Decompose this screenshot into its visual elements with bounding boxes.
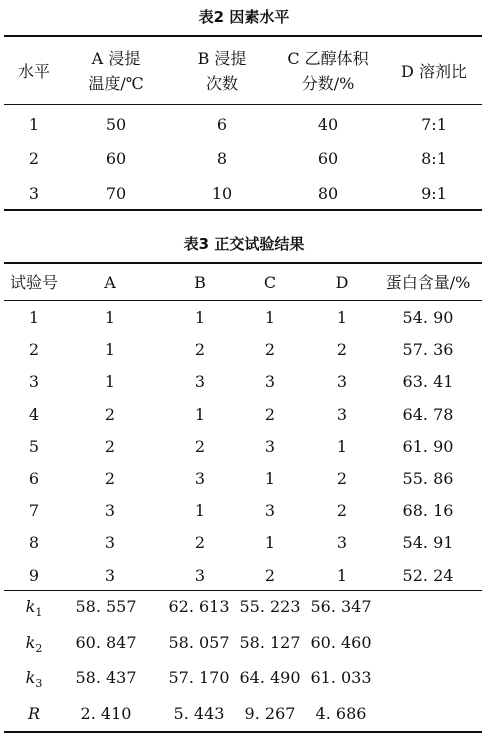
table3-cell: 7: [28, 501, 40, 520]
table3-cell: 1: [104, 372, 116, 391]
summary-label-sub: 2: [35, 642, 43, 656]
table3-cell: 1: [336, 308, 348, 327]
table2-cell: 6: [216, 115, 228, 134]
table2-caption: 表2 因素水平: [198, 8, 290, 26]
table2-header-cell: 次数: [205, 74, 238, 93]
table3-cell: 2: [336, 340, 348, 359]
table3-cell: 3: [336, 533, 348, 552]
table2-cell: 60: [317, 149, 339, 168]
table3-summary-cell: 55. 223: [239, 597, 301, 616]
table3-cell: 9: [28, 566, 40, 585]
table3-header-cell: C: [263, 273, 277, 292]
table3-cell: 1: [28, 308, 40, 327]
table3-cell: 3: [194, 469, 206, 488]
table3-cell: 2: [194, 340, 206, 359]
table3-summary-cell: 56. 347: [310, 597, 372, 616]
table3-summary-cell: 60. 460: [310, 633, 372, 652]
table3-cell: 8: [28, 533, 40, 552]
table2-cell: 40: [317, 115, 339, 134]
table3-cell: 2: [194, 533, 206, 552]
table3-cell: 4: [28, 405, 40, 424]
table2-header-cell: 分数/%: [301, 74, 355, 93]
table3-header-cell: B: [194, 273, 206, 292]
table3-cell: 68. 16: [402, 501, 454, 520]
table3-header-cell: 蛋白含量/%: [385, 273, 471, 292]
table3-summary-label: [14, 704, 54, 724]
summary-label-sub: 3: [35, 677, 43, 691]
table3-cell: 2: [104, 437, 116, 456]
table3-summary-cell: 60. 847: [75, 633, 137, 652]
table3-cell: 6: [28, 469, 40, 488]
table3-cell: 1: [104, 308, 116, 327]
table2-cell: 10: [211, 184, 233, 203]
table3-caption: 表3 正交试验结果: [183, 235, 305, 253]
table2-header-cell: A 浸提: [91, 49, 141, 68]
table3-header-cell: 试验号: [9, 273, 58, 292]
table3-cell: 2: [28, 340, 40, 359]
table3-bottom-rule: [4, 731, 482, 733]
table2-header-rule: [4, 104, 482, 105]
table2-cell: 50: [105, 115, 127, 134]
table2-cell: 9:1: [421, 184, 447, 203]
table3-summary-rule: [4, 590, 482, 591]
table3-summary-cell: 5. 443: [173, 704, 225, 723]
table3-header-rule: [4, 300, 482, 301]
table2-cell: 8:1: [421, 149, 447, 168]
summary-label-main: R: [27, 704, 41, 723]
table3-cell: 1: [264, 308, 276, 327]
table2-header-cell: C 乙醇体积: [287, 49, 369, 68]
table3-cell: 3: [336, 405, 348, 424]
table3-cell: 54. 90: [402, 308, 454, 327]
table3-cell: 3: [264, 501, 276, 520]
table3-cell: 3: [194, 372, 206, 391]
table3-cell: 1: [264, 469, 276, 488]
table3-summary-label: [14, 633, 54, 659]
table3-cell: 1: [336, 566, 348, 585]
table3-summary-cell: 58. 057: [168, 633, 230, 652]
table3-summary-cell: 61. 033: [310, 668, 372, 687]
table2-top-rule: [4, 35, 482, 37]
table3-cell: 2: [264, 340, 276, 359]
table3-cell: 1: [104, 340, 116, 359]
table2-cell: 2: [28, 149, 40, 168]
table3-cell: 2: [264, 405, 276, 424]
table2-header-cell: D 溶剂比: [401, 62, 467, 81]
table3-cell: 3: [264, 437, 276, 456]
table3-cell: 1: [264, 533, 276, 552]
table2-cell: 3: [28, 184, 40, 203]
table3-summary-cell: 58. 127: [239, 633, 301, 652]
table3-cell: 1: [194, 501, 206, 520]
table3-summary-cell: 9. 267: [244, 704, 296, 723]
table2-header-cell: B 浸提: [197, 49, 247, 68]
table2-bottom-rule: [4, 209, 482, 211]
table3-cell: 3: [28, 372, 40, 391]
table3-cell: 1: [336, 437, 348, 456]
table3-summary-cell: 62. 613: [168, 597, 230, 616]
table3-cell: 2: [336, 469, 348, 488]
table3-cell: 2: [336, 501, 348, 520]
table3-cell: 2: [104, 405, 116, 424]
table3-header-cell: D: [335, 273, 349, 292]
table3-cell: 57. 36: [402, 340, 454, 359]
summary-label-main: k: [25, 597, 36, 616]
table3-cell: 3: [104, 533, 116, 552]
summary-label-main: k: [25, 668, 36, 687]
table3-cell: 3: [336, 372, 348, 391]
table3-summary-cell: 2. 410: [80, 704, 132, 723]
table3-summary-cell: 58. 437: [75, 668, 137, 687]
table3-cell: 2: [104, 469, 116, 488]
table3-cell: 3: [104, 501, 116, 520]
table3-cell: 3: [104, 566, 116, 585]
table3-cell: 3: [264, 372, 276, 391]
table2-header-cell: 水平: [17, 62, 50, 81]
table3-summary-cell: 4. 686: [315, 704, 367, 723]
table3-summary-label: [14, 668, 54, 694]
table3-cell: 1: [194, 405, 206, 424]
table3-summary-cell: 64. 490: [239, 668, 301, 687]
table3-cell: 2: [264, 566, 276, 585]
table3-summary-cell: 58. 557: [75, 597, 137, 616]
table2-cell: 60: [105, 149, 127, 168]
table3-cell: 54. 91: [402, 533, 454, 552]
summary-label-sub: 1: [35, 606, 43, 620]
table3-cell: 3: [194, 566, 206, 585]
table3-top-rule: [4, 262, 482, 264]
table2-cell: 80: [317, 184, 339, 203]
table3-cell: 64. 78: [402, 405, 454, 424]
table2-cell: 8: [216, 149, 228, 168]
table3-summary-cell: 57. 170: [168, 668, 230, 687]
table3-summary-label: [14, 597, 54, 623]
summary-label-main: k: [25, 633, 36, 652]
table2-cell: 1: [28, 115, 40, 134]
table3-cell: 55. 86: [402, 469, 454, 488]
table3-cell: 1: [194, 308, 206, 327]
table3-cell: 2: [194, 437, 206, 456]
table3-cell: 61. 90: [402, 437, 454, 456]
table3-cell: 52. 24: [402, 566, 454, 585]
table2-cell: 7:1: [421, 115, 447, 134]
table2-cell: 70: [105, 184, 127, 203]
table3-cell: 5: [28, 437, 40, 456]
table3-header-cell: A: [104, 273, 116, 292]
table3-cell: 63. 41: [402, 372, 454, 391]
table2-header-cell: 温度/℃: [88, 74, 144, 93]
